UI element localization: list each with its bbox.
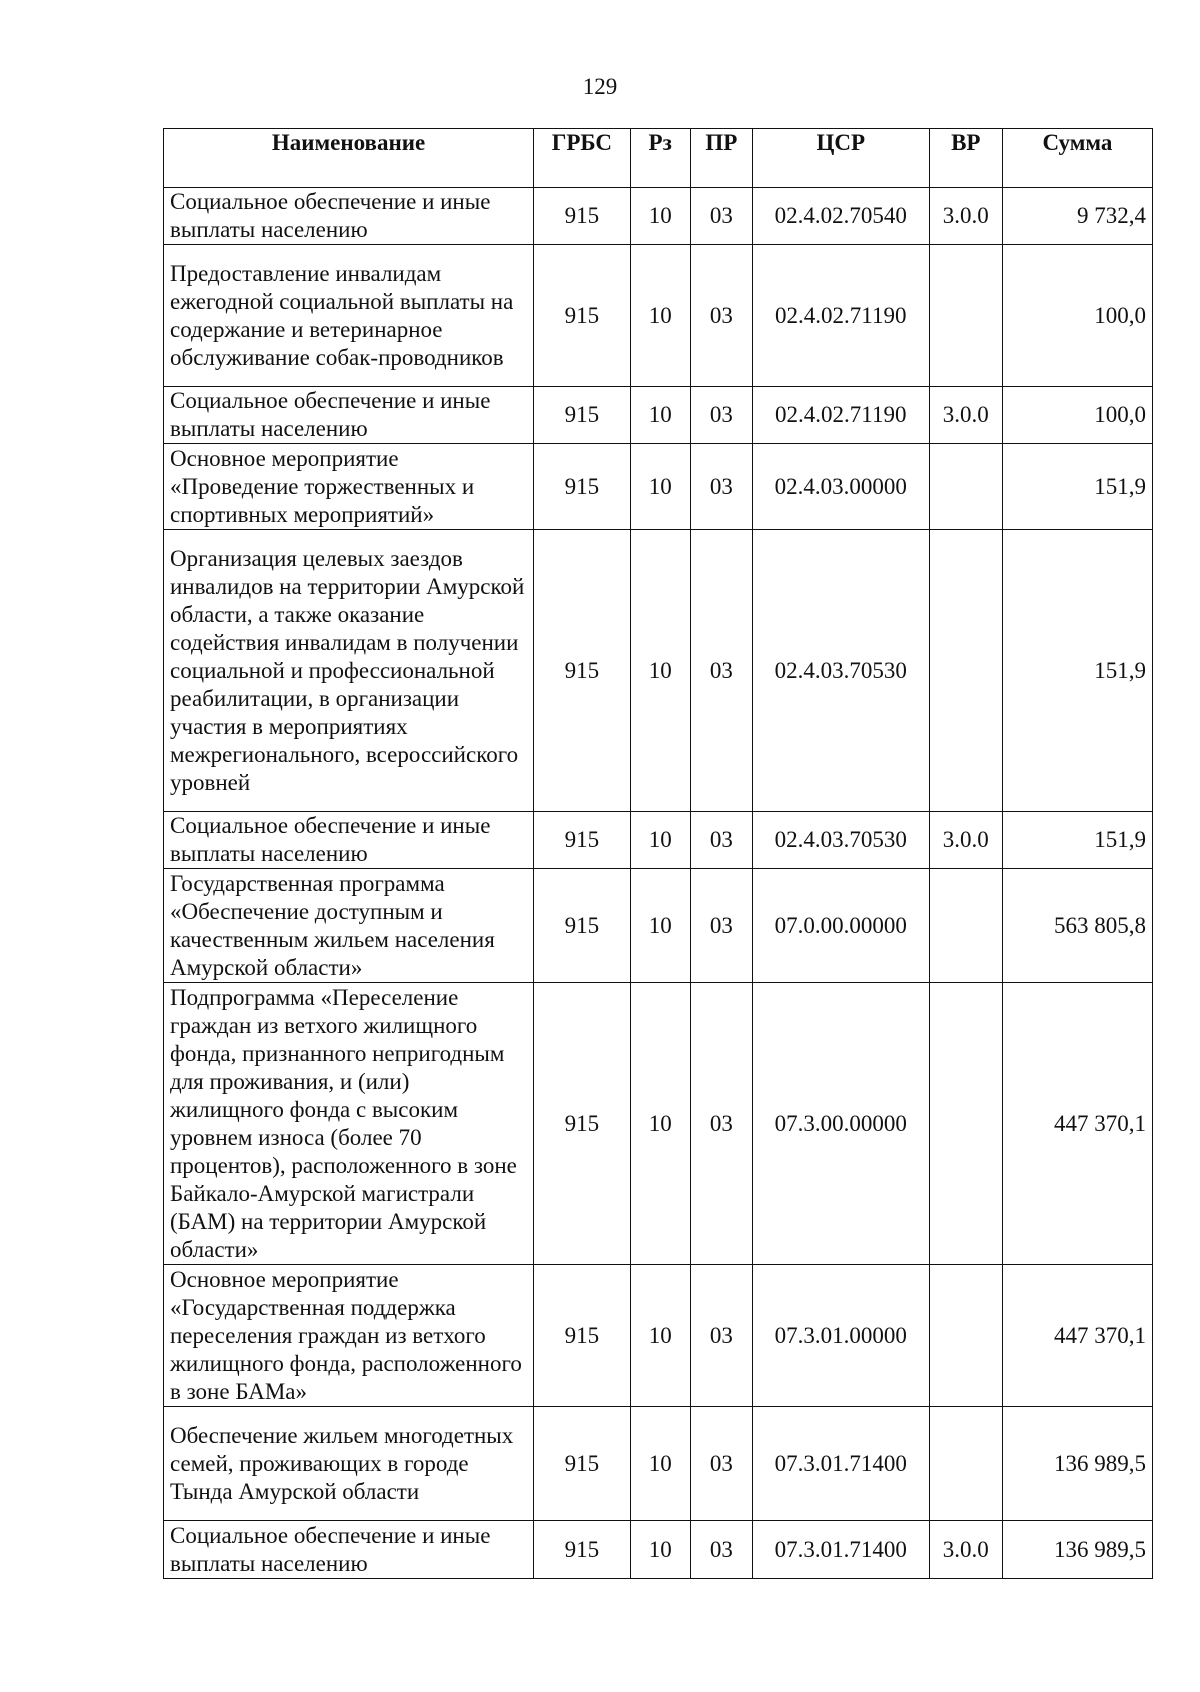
header-vr: ВР — [929, 129, 1002, 188]
cell-vr: 3.0.0 — [929, 812, 1002, 869]
cell-vr: 3.0.0 — [929, 1521, 1002, 1579]
cell-sum: 563 805,8 — [1002, 869, 1152, 983]
cell-csr: 07.3.01.71400 — [752, 1407, 929, 1521]
cell-csr: 07.3.00.00000 — [752, 983, 929, 1265]
cell-name: Обеспечение жильем многодетных семей, проживающих в городе Тында Амурской области — [164, 1407, 534, 1521]
cell-grbs: 915 — [534, 444, 631, 530]
cell-csr: 02.4.02.71190 — [752, 245, 929, 387]
cell-pr: 03 — [690, 444, 752, 530]
cell-rz: 10 — [630, 1265, 690, 1407]
cell-rz: 10 — [630, 444, 690, 530]
cell-sum: 100,0 — [1002, 245, 1152, 387]
cell-pr: 03 — [690, 812, 752, 869]
cell-csr: 02.4.03.70530 — [752, 812, 929, 869]
header-grbs: ГРБС — [534, 129, 631, 188]
table-row — [164, 444, 1153, 530]
cell-name: Социальное обеспечение и иные выплаты населению — [164, 188, 534, 245]
cell-name: Социальное обеспечение и иные выплаты населению — [164, 387, 534, 444]
cell-sum: 447 370,1 — [1002, 1265, 1152, 1407]
cell-name: Социальное обеспечение и иные выплаты населению — [164, 1521, 534, 1579]
cell-vr — [929, 245, 1002, 387]
table-row — [164, 530, 1153, 812]
cell-pr: 03 — [690, 983, 752, 1265]
cell-name: Организация целевых заездов инвалидов на территории Амурской области, а также оказание содействия инвалидам в получении социальной и профессиональной реабилитации, в организации участия в мероприятиях межрегионального, всероссийского уровней — [164, 530, 534, 812]
cell-grbs: 915 — [534, 245, 631, 387]
cell-sum: 136 989,5 — [1002, 1521, 1152, 1579]
cell-vr — [929, 444, 1002, 530]
table-row — [164, 1521, 1153, 1579]
header-rz: Рз — [630, 129, 690, 188]
cell-grbs: 915 — [534, 1407, 631, 1521]
cell-csr: 07.3.01.71400 — [752, 1521, 929, 1579]
cell-pr: 03 — [690, 1407, 752, 1521]
cell-csr: 07.3.01.00000 — [752, 1265, 929, 1407]
cell-grbs: 915 — [534, 812, 631, 869]
cell-vr — [929, 869, 1002, 983]
table-header — [164, 129, 1153, 188]
cell-vr — [929, 983, 1002, 1265]
cell-pr: 03 — [690, 387, 752, 444]
table-row — [164, 983, 1153, 1265]
table-row — [164, 1265, 1153, 1407]
table-row — [164, 245, 1153, 387]
header-sum: Сумма — [1002, 129, 1152, 188]
cell-rz: 10 — [630, 1407, 690, 1521]
cell-vr: 3.0.0 — [929, 387, 1002, 444]
cell-csr: 02.4.02.70540 — [752, 188, 929, 245]
cell-name: Социальное обеспечение и иные выплаты населению — [164, 812, 534, 869]
cell-rz: 10 — [630, 387, 690, 444]
cell-pr: 03 — [690, 188, 752, 245]
cell-sum: 447 370,1 — [1002, 983, 1152, 1265]
table-body — [164, 188, 1153, 1579]
cell-csr: 07.0.00.00000 — [752, 869, 929, 983]
cell-name: Подпрограмма «Переселение граждан из ветхого жилищного фонда, признанного непригодным для проживания, и (или) жилищного фонда с высоким уровнем износа (более 70 процентов), расположенного в зоне Байкало-Амурской магистрали (БАМ) на территории Амурской области» — [164, 983, 534, 1265]
cell-sum: 151,9 — [1002, 812, 1152, 869]
cell-rz: 10 — [630, 1521, 690, 1579]
table-row — [164, 869, 1153, 983]
cell-pr: 03 — [690, 530, 752, 812]
table-row — [164, 387, 1153, 444]
cell-vr: 3.0.0 — [929, 188, 1002, 245]
cell-rz: 10 — [630, 188, 690, 245]
header-csr: ЦСР — [752, 129, 929, 188]
cell-pr: 03 — [690, 1521, 752, 1579]
cell-sum: 151,9 — [1002, 444, 1152, 530]
cell-sum: 151,9 — [1002, 530, 1152, 812]
cell-pr: 03 — [690, 1265, 752, 1407]
cell-sum: 136 989,5 — [1002, 1407, 1152, 1521]
cell-sum: 100,0 — [1002, 387, 1152, 444]
cell-rz: 10 — [630, 869, 690, 983]
cell-name: Основное мероприятие «Проведение торжественных и спортивных мероприятий» — [164, 444, 534, 530]
table-row — [164, 1407, 1153, 1521]
cell-rz: 10 — [630, 983, 690, 1265]
cell-pr: 03 — [690, 245, 752, 387]
cell-vr — [929, 530, 1002, 812]
cell-vr — [929, 1265, 1002, 1407]
cell-name: Предоставление инвалидам ежегодной социальной выплаты на содержание и ветеринарное обслуживание собак-проводников — [164, 245, 534, 387]
header-row — [164, 129, 1153, 188]
cell-csr: 02.4.03.70530 — [752, 530, 929, 812]
cell-name: Основное мероприятие «Государственная поддержка переселения граждан из ветхого жилищного фонда, расположенного в зоне БАМа» — [164, 1265, 534, 1407]
cell-rz: 10 — [630, 245, 690, 387]
cell-rz: 10 — [630, 530, 690, 812]
cell-vr — [929, 1407, 1002, 1521]
cell-name: Государственная программа «Обеспечение доступным и качественным жильем населения Амурской области» — [164, 869, 534, 983]
cell-grbs: 915 — [534, 530, 631, 812]
cell-pr: 03 — [690, 869, 752, 983]
cell-grbs: 915 — [534, 387, 631, 444]
header-name: Наименование — [164, 129, 534, 188]
table-row — [164, 812, 1153, 869]
cell-grbs: 915 — [534, 1521, 631, 1579]
table-row — [164, 188, 1153, 245]
budget-table — [163, 128, 1153, 1579]
header-pr: ПР — [690, 129, 752, 188]
cell-grbs: 915 — [534, 869, 631, 983]
cell-rz: 10 — [630, 812, 690, 869]
cell-grbs: 915 — [534, 983, 631, 1265]
cell-grbs: 915 — [534, 1265, 631, 1407]
cell-sum: 9 732,4 — [1002, 188, 1152, 245]
page-number: 129 — [582, 74, 618, 99]
cell-grbs: 915 — [534, 188, 631, 245]
cell-csr: 02.4.02.71190 — [752, 387, 929, 444]
cell-csr: 02.4.03.00000 — [752, 444, 929, 530]
